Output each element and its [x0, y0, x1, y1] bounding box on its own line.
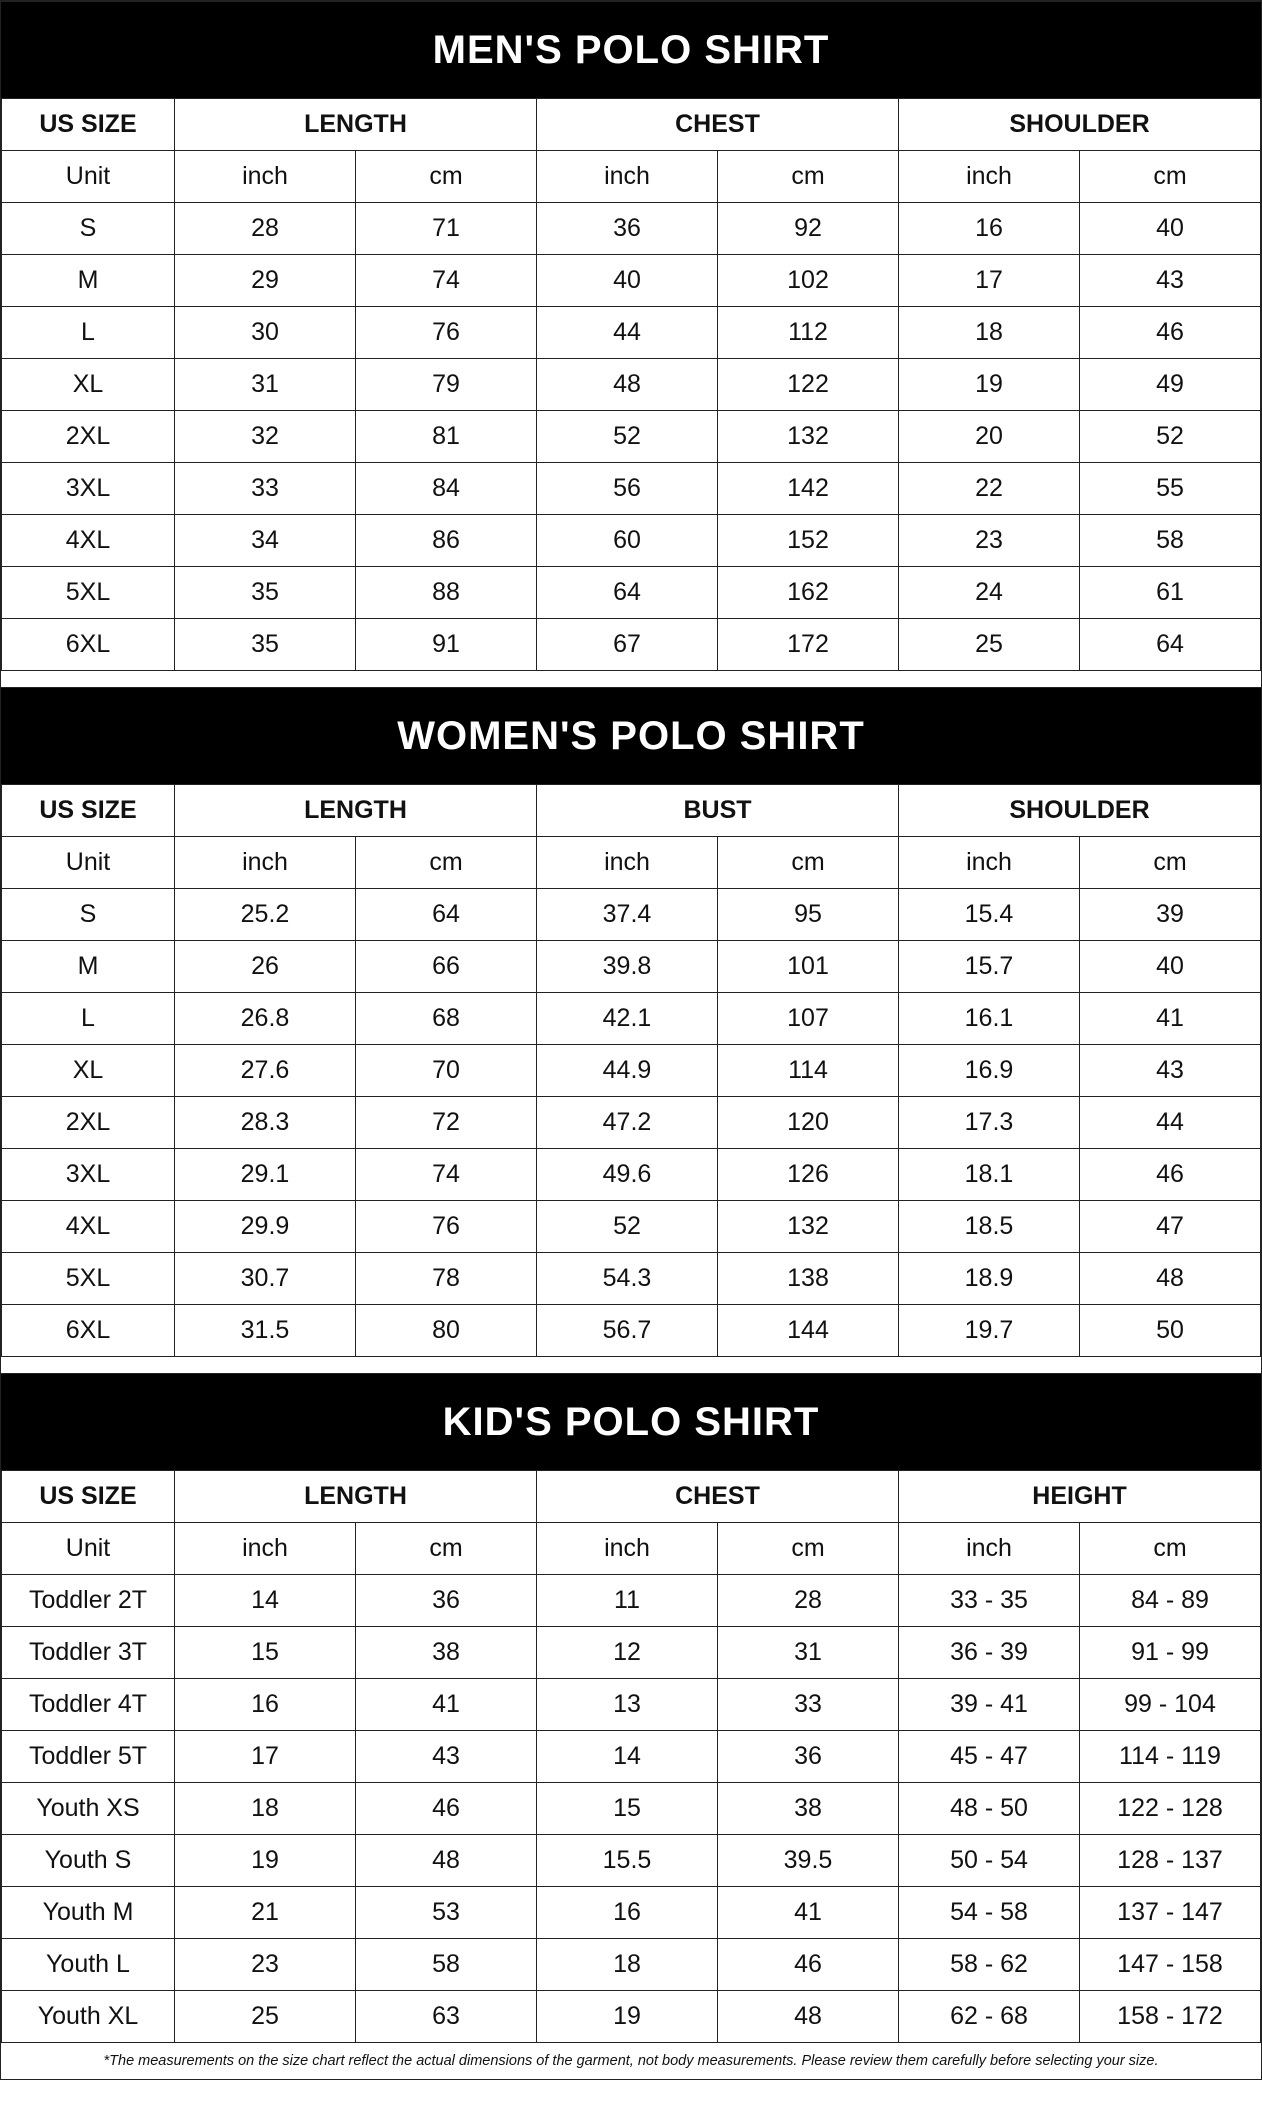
unit-cell: inch: [537, 151, 718, 203]
size-cell: 2XL: [2, 411, 175, 463]
value-cell: 52: [537, 411, 718, 463]
value-cell: 25: [899, 619, 1080, 671]
table-row: [2, 1045, 1261, 1097]
group-header: LENGTH: [175, 785, 537, 837]
size-cell: Youth XS: [2, 1783, 175, 1835]
table-row: [2, 567, 1261, 619]
value-cell: 91 - 99: [1080, 1627, 1261, 1679]
value-cell: 132: [718, 1201, 899, 1253]
value-cell: 120: [718, 1097, 899, 1149]
value-cell: 18.1: [899, 1149, 1080, 1201]
value-cell: 112: [718, 307, 899, 359]
unit-cell: cm: [718, 151, 899, 203]
value-cell: 88: [356, 567, 537, 619]
value-cell: 114 - 119: [1080, 1731, 1261, 1783]
value-cell: 48: [356, 1835, 537, 1887]
value-cell: 49.6: [537, 1149, 718, 1201]
value-cell: 114: [718, 1045, 899, 1097]
size-cell: Youth M: [2, 1887, 175, 1939]
value-cell: 67: [537, 619, 718, 671]
size-cell: Youth S: [2, 1835, 175, 1887]
value-cell: 16.1: [899, 993, 1080, 1045]
section-divider: [1, 671, 1261, 688]
unit-cell: inch: [175, 837, 356, 889]
value-cell: 74: [356, 1149, 537, 1201]
value-cell: 16: [899, 203, 1080, 255]
value-cell: 33: [718, 1679, 899, 1731]
unit-cell: inch: [899, 151, 1080, 203]
table-row: [2, 515, 1261, 567]
value-cell: 31: [718, 1627, 899, 1679]
value-cell: 42.1: [537, 993, 718, 1045]
value-cell: 36: [537, 203, 718, 255]
value-cell: 60: [537, 515, 718, 567]
value-cell: 37.4: [537, 889, 718, 941]
value-cell: 44.9: [537, 1045, 718, 1097]
value-cell: 14: [175, 1575, 356, 1627]
value-cell: 17: [175, 1731, 356, 1783]
group-header: BUST: [537, 785, 899, 837]
table-row: [2, 941, 1261, 993]
value-cell: 13: [537, 1679, 718, 1731]
value-cell: 47: [1080, 1201, 1261, 1253]
size-cell: 4XL: [2, 1201, 175, 1253]
value-cell: 18: [175, 1783, 356, 1835]
value-cell: 132: [718, 411, 899, 463]
size-header: US SIZE: [2, 1471, 175, 1523]
unit-cell: cm: [356, 1523, 537, 1575]
group-header: HEIGHT: [899, 1471, 1261, 1523]
value-cell: 28: [175, 203, 356, 255]
value-cell: 54.3: [537, 1253, 718, 1305]
size-header: US SIZE: [2, 785, 175, 837]
value-cell: 15: [175, 1627, 356, 1679]
size-cell: Youth XL: [2, 1991, 175, 2043]
unit-label: Unit: [2, 837, 175, 889]
value-cell: 128 - 137: [1080, 1835, 1261, 1887]
size-cell: 2XL: [2, 1097, 175, 1149]
value-cell: 71: [356, 203, 537, 255]
value-cell: 28.3: [175, 1097, 356, 1149]
value-cell: 36: [718, 1731, 899, 1783]
value-cell: 21: [175, 1887, 356, 1939]
table-row: [2, 1627, 1261, 1679]
value-cell: 44: [537, 307, 718, 359]
footnote: *The measurements on the size chart reflect the actual dimensions of the garment, not body measurements. Please review them carefully before selecting your size.: [103, 2053, 1159, 2069]
mens-size-section: [1, 2, 1261, 688]
value-cell: 144: [718, 1305, 899, 1357]
unit-cell: inch: [175, 151, 356, 203]
group-header: CHEST: [537, 1471, 899, 1523]
value-cell: 46: [356, 1783, 537, 1835]
value-cell: 126: [718, 1149, 899, 1201]
value-cell: 30.7: [175, 1253, 356, 1305]
value-cell: 36 - 39: [899, 1627, 1080, 1679]
value-cell: 34: [175, 515, 356, 567]
value-cell: 46: [1080, 1149, 1261, 1201]
value-cell: 41: [356, 1679, 537, 1731]
value-cell: 16: [175, 1679, 356, 1731]
value-cell: 54 - 58: [899, 1887, 1080, 1939]
size-header: US SIZE: [2, 99, 175, 151]
value-cell: 22: [899, 463, 1080, 515]
value-cell: 29.1: [175, 1149, 356, 1201]
size-cell: M: [2, 255, 175, 307]
value-cell: 17.3: [899, 1097, 1080, 1149]
value-cell: 86: [356, 515, 537, 567]
value-cell: 43: [356, 1731, 537, 1783]
unit-cell: cm: [356, 837, 537, 889]
group-header: LENGTH: [175, 99, 537, 151]
size-cell: 4XL: [2, 515, 175, 567]
size-cell: Toddler 3T: [2, 1627, 175, 1679]
value-cell: 39: [1080, 889, 1261, 941]
value-cell: 20: [899, 411, 1080, 463]
value-cell: 79: [356, 359, 537, 411]
value-cell: 15.7: [899, 941, 1080, 993]
value-cell: 50 - 54: [899, 1835, 1080, 1887]
value-cell: 12: [537, 1627, 718, 1679]
unit-cell: inch: [899, 1523, 1080, 1575]
value-cell: 162: [718, 567, 899, 619]
value-cell: 27.6: [175, 1045, 356, 1097]
value-cell: 58 - 62: [899, 1939, 1080, 1991]
size-cell: L: [2, 993, 175, 1045]
value-cell: 64: [537, 567, 718, 619]
value-cell: 152: [718, 515, 899, 567]
value-cell: 62 - 68: [899, 1991, 1080, 2043]
value-cell: 72: [356, 1097, 537, 1149]
size-cell: 5XL: [2, 1253, 175, 1305]
table-row: [2, 619, 1261, 671]
unit-cell: cm: [1080, 1523, 1261, 1575]
value-cell: 138: [718, 1253, 899, 1305]
table-row: [2, 203, 1261, 255]
value-cell: 58: [356, 1939, 537, 1991]
value-cell: 35: [175, 619, 356, 671]
value-cell: 33 - 35: [899, 1575, 1080, 1627]
unit-cell: cm: [718, 1523, 899, 1575]
value-cell: 64: [356, 889, 537, 941]
unit-cell: cm: [1080, 837, 1261, 889]
size-cell: XL: [2, 359, 175, 411]
value-cell: 158 - 172: [1080, 1991, 1261, 2043]
value-cell: 50: [1080, 1305, 1261, 1357]
value-cell: 25.2: [175, 889, 356, 941]
unit-cell: inch: [537, 837, 718, 889]
unit-label: Unit: [2, 1523, 175, 1575]
value-cell: 19: [899, 359, 1080, 411]
value-cell: 52: [537, 1201, 718, 1253]
value-cell: 41: [1080, 993, 1261, 1045]
value-cell: 40: [1080, 941, 1261, 993]
value-cell: 40: [1080, 203, 1261, 255]
size-cell: XL: [2, 1045, 175, 1097]
group-header: CHEST: [537, 99, 899, 151]
unit-row: [2, 837, 1261, 889]
value-cell: 40: [537, 255, 718, 307]
table-row: [2, 359, 1261, 411]
unit-row: [2, 151, 1261, 203]
value-cell: 49: [1080, 359, 1261, 411]
size-cell: 3XL: [2, 463, 175, 515]
size-cell: 6XL: [2, 1305, 175, 1357]
value-cell: 63: [356, 1991, 537, 2043]
value-cell: 91: [356, 619, 537, 671]
table-row: [2, 411, 1261, 463]
size-cell: Toddler 5T: [2, 1731, 175, 1783]
group-header: SHOULDER: [899, 785, 1261, 837]
value-cell: 18: [899, 307, 1080, 359]
value-cell: 70: [356, 1045, 537, 1097]
size-cell: Toddler 2T: [2, 1575, 175, 1627]
value-cell: 15: [537, 1783, 718, 1835]
table-row: [2, 1575, 1261, 1627]
table-row: [2, 1783, 1261, 1835]
unit-cell: inch: [175, 1523, 356, 1575]
group-header-row: [2, 1471, 1261, 1523]
value-cell: 81: [356, 411, 537, 463]
table-row: [2, 1253, 1261, 1305]
value-cell: 39.5: [718, 1835, 899, 1887]
size-table: [1, 784, 1261, 1357]
value-cell: 78: [356, 1253, 537, 1305]
size-cell: 6XL: [2, 619, 175, 671]
value-cell: 142: [718, 463, 899, 515]
value-cell: 74: [356, 255, 537, 307]
value-cell: 38: [718, 1783, 899, 1835]
value-cell: 56.7: [537, 1305, 718, 1357]
value-cell: 16: [537, 1887, 718, 1939]
value-cell: 16.9: [899, 1045, 1080, 1097]
value-cell: 84: [356, 463, 537, 515]
value-cell: 172: [718, 619, 899, 671]
value-cell: 31: [175, 359, 356, 411]
value-cell: 122 - 128: [1080, 1783, 1261, 1835]
value-cell: 48 - 50: [899, 1783, 1080, 1835]
value-cell: 48: [718, 1991, 899, 2043]
group-header: LENGTH: [175, 1471, 537, 1523]
table-row: [2, 1305, 1261, 1357]
value-cell: 38: [356, 1627, 537, 1679]
value-cell: 24: [899, 567, 1080, 619]
table-row: [2, 1201, 1261, 1253]
value-cell: 84 - 89: [1080, 1575, 1261, 1627]
value-cell: 92: [718, 203, 899, 255]
value-cell: 122: [718, 359, 899, 411]
section-divider: [1, 1357, 1261, 1374]
table-row: [2, 1939, 1261, 1991]
value-cell: 36: [356, 1575, 537, 1627]
table-row: [2, 889, 1261, 941]
unit-cell: inch: [537, 1523, 718, 1575]
size-cell: S: [2, 203, 175, 255]
value-cell: 102: [718, 255, 899, 307]
value-cell: 66: [356, 941, 537, 993]
value-cell: 39 - 41: [899, 1679, 1080, 1731]
value-cell: 39.8: [537, 941, 718, 993]
table-row: [2, 1731, 1261, 1783]
table-row: [2, 993, 1261, 1045]
value-cell: 33: [175, 463, 356, 515]
size-cell: 5XL: [2, 567, 175, 619]
value-cell: 52: [1080, 411, 1261, 463]
value-cell: 18.5: [899, 1201, 1080, 1253]
kids-size-section: [1, 1374, 1261, 2043]
value-cell: 53: [356, 1887, 537, 1939]
value-cell: 41: [718, 1887, 899, 1939]
value-cell: 11: [537, 1575, 718, 1627]
value-cell: 56: [537, 463, 718, 515]
value-cell: 15.4: [899, 889, 1080, 941]
value-cell: 48: [1080, 1253, 1261, 1305]
unit-label: Unit: [2, 151, 175, 203]
size-cell: 3XL: [2, 1149, 175, 1201]
value-cell: 26.8: [175, 993, 356, 1045]
value-cell: 101: [718, 941, 899, 993]
value-cell: 25: [175, 1991, 356, 2043]
table-row: [2, 307, 1261, 359]
section-title: MEN'S POLO SHIRT: [1, 2, 1261, 98]
table-row: [2, 1835, 1261, 1887]
table-row: [2, 463, 1261, 515]
value-cell: 95: [718, 889, 899, 941]
unit-cell: inch: [899, 837, 1080, 889]
value-cell: 18.9: [899, 1253, 1080, 1305]
group-header-row: [2, 99, 1261, 151]
value-cell: 76: [356, 1201, 537, 1253]
value-cell: 137 - 147: [1080, 1887, 1261, 1939]
value-cell: 46: [1080, 307, 1261, 359]
table-row: [2, 1887, 1261, 1939]
value-cell: 44: [1080, 1097, 1261, 1149]
value-cell: 17: [899, 255, 1080, 307]
value-cell: 80: [356, 1305, 537, 1357]
value-cell: 26: [175, 941, 356, 993]
value-cell: 46: [718, 1939, 899, 1991]
value-cell: 30: [175, 307, 356, 359]
value-cell: 23: [899, 515, 1080, 567]
value-cell: 29.9: [175, 1201, 356, 1253]
unit-cell: cm: [1080, 151, 1261, 203]
section-title: WOMEN'S POLO SHIRT: [1, 688, 1261, 784]
value-cell: 107: [718, 993, 899, 1045]
unit-cell: cm: [356, 151, 537, 203]
value-cell: 68: [356, 993, 537, 1045]
value-cell: 19.7: [899, 1305, 1080, 1357]
value-cell: 32: [175, 411, 356, 463]
section-title: KID'S POLO SHIRT: [1, 1374, 1261, 1470]
table-row: [2, 1097, 1261, 1149]
value-cell: 31.5: [175, 1305, 356, 1357]
value-cell: 19: [537, 1991, 718, 2043]
value-cell: 18: [537, 1939, 718, 1991]
size-cell: S: [2, 889, 175, 941]
unit-row: [2, 1523, 1261, 1575]
value-cell: 29: [175, 255, 356, 307]
value-cell: 61: [1080, 567, 1261, 619]
value-cell: 43: [1080, 1045, 1261, 1097]
value-cell: 58: [1080, 515, 1261, 567]
value-cell: 48: [537, 359, 718, 411]
value-cell: 76: [356, 307, 537, 359]
table-row: [2, 1149, 1261, 1201]
size-table: [1, 98, 1261, 671]
table-row: [2, 1679, 1261, 1731]
size-cell: Toddler 4T: [2, 1679, 175, 1731]
womens-size-section: [1, 688, 1261, 1374]
value-cell: 35: [175, 567, 356, 619]
value-cell: 19: [175, 1835, 356, 1887]
value-cell: 45 - 47: [899, 1731, 1080, 1783]
size-cell: Youth L: [2, 1939, 175, 1991]
table-row: [2, 255, 1261, 307]
group-header-row: [2, 785, 1261, 837]
unit-cell: cm: [718, 837, 899, 889]
size-cell: M: [2, 941, 175, 993]
value-cell: 64: [1080, 619, 1261, 671]
value-cell: 55: [1080, 463, 1261, 515]
group-header: SHOULDER: [899, 99, 1261, 151]
value-cell: 15.5: [537, 1835, 718, 1887]
value-cell: 28: [718, 1575, 899, 1627]
value-cell: 147 - 158: [1080, 1939, 1261, 1991]
size-cell: L: [2, 307, 175, 359]
value-cell: 99 - 104: [1080, 1679, 1261, 1731]
value-cell: 14: [537, 1731, 718, 1783]
value-cell: 43: [1080, 255, 1261, 307]
size-table: [1, 1470, 1261, 2043]
value-cell: 23: [175, 1939, 356, 1991]
table-row: [2, 1991, 1261, 2043]
value-cell: 47.2: [537, 1097, 718, 1149]
